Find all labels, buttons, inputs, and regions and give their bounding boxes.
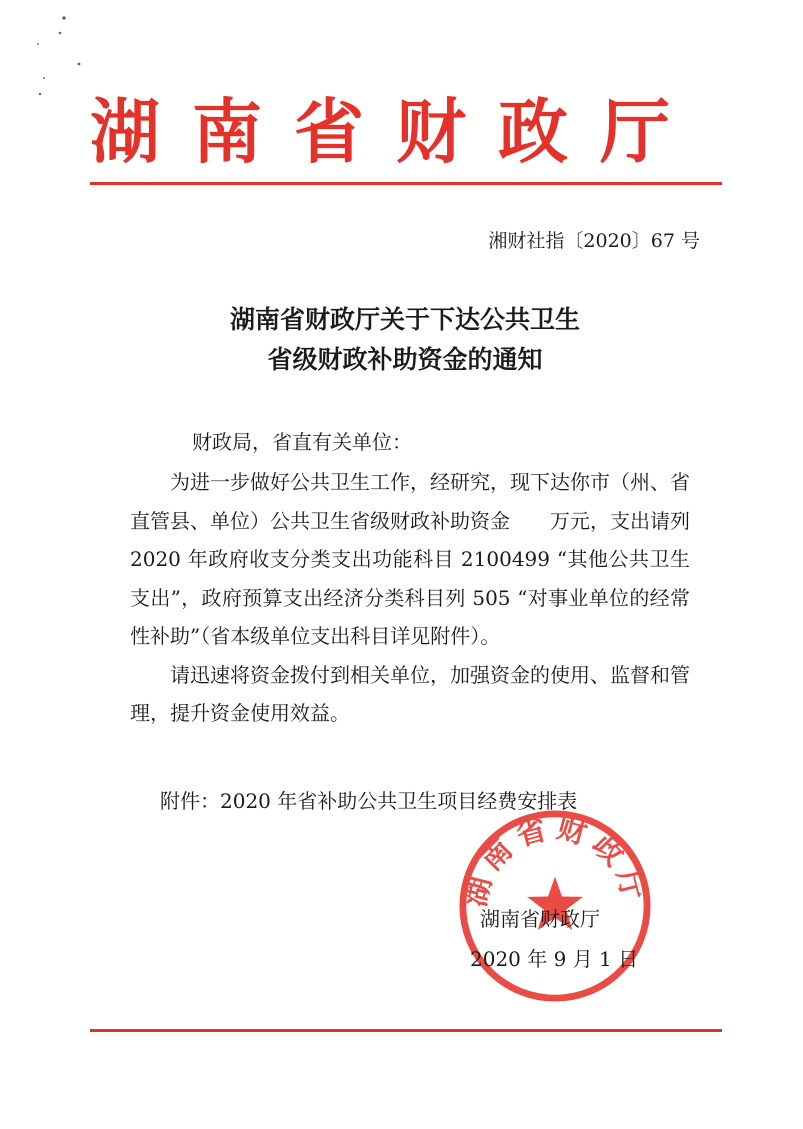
issuer-masthead: 湖南省财政厅 bbox=[90, 91, 702, 173]
title-line-2: 省级财政补助资金的通知 bbox=[267, 345, 543, 374]
attachment-note: 附件：2020 年省补助公共卫生项目经费安排表 bbox=[160, 789, 578, 813]
signature-date: 2020 年 9 月 1 日 bbox=[470, 947, 639, 971]
body-paragraph-2: 请迅速将资金拨付到相关单位，加强资金的使用、监督和管理，提升资金使用效益。 bbox=[130, 662, 690, 725]
title-line-1: 湖南省财政厅关于下达公共卫生 bbox=[229, 305, 580, 334]
signature-organization: 湖南省财政厅 bbox=[480, 907, 600, 931]
seal-text: 湖南省财政厅 bbox=[457, 810, 653, 910]
document-number: 湘财社指〔2020〕67 号 bbox=[488, 230, 700, 252]
footer-divider bbox=[90, 1029, 722, 1032]
masthead-divider bbox=[90, 182, 722, 185]
body-paragraph-1: 为进一步做好公共卫生工作，经研究，现下达你市（州、省直管县、单位）公共卫生省级财政补助资金 万元，支出请列 2020 年政府收支分类支出功能科目 2100499 “其他公共卫生支出”，政府预算支出经济分类科目列 505 “对事业单位的经常性补助”（省本级单位支出科目详见附件）。 bbox=[130, 470, 690, 648]
body-text bbox=[130, 463, 690, 733]
salutation: 财政局，省直有关单位： bbox=[192, 430, 412, 454]
document-title bbox=[90, 300, 720, 380]
